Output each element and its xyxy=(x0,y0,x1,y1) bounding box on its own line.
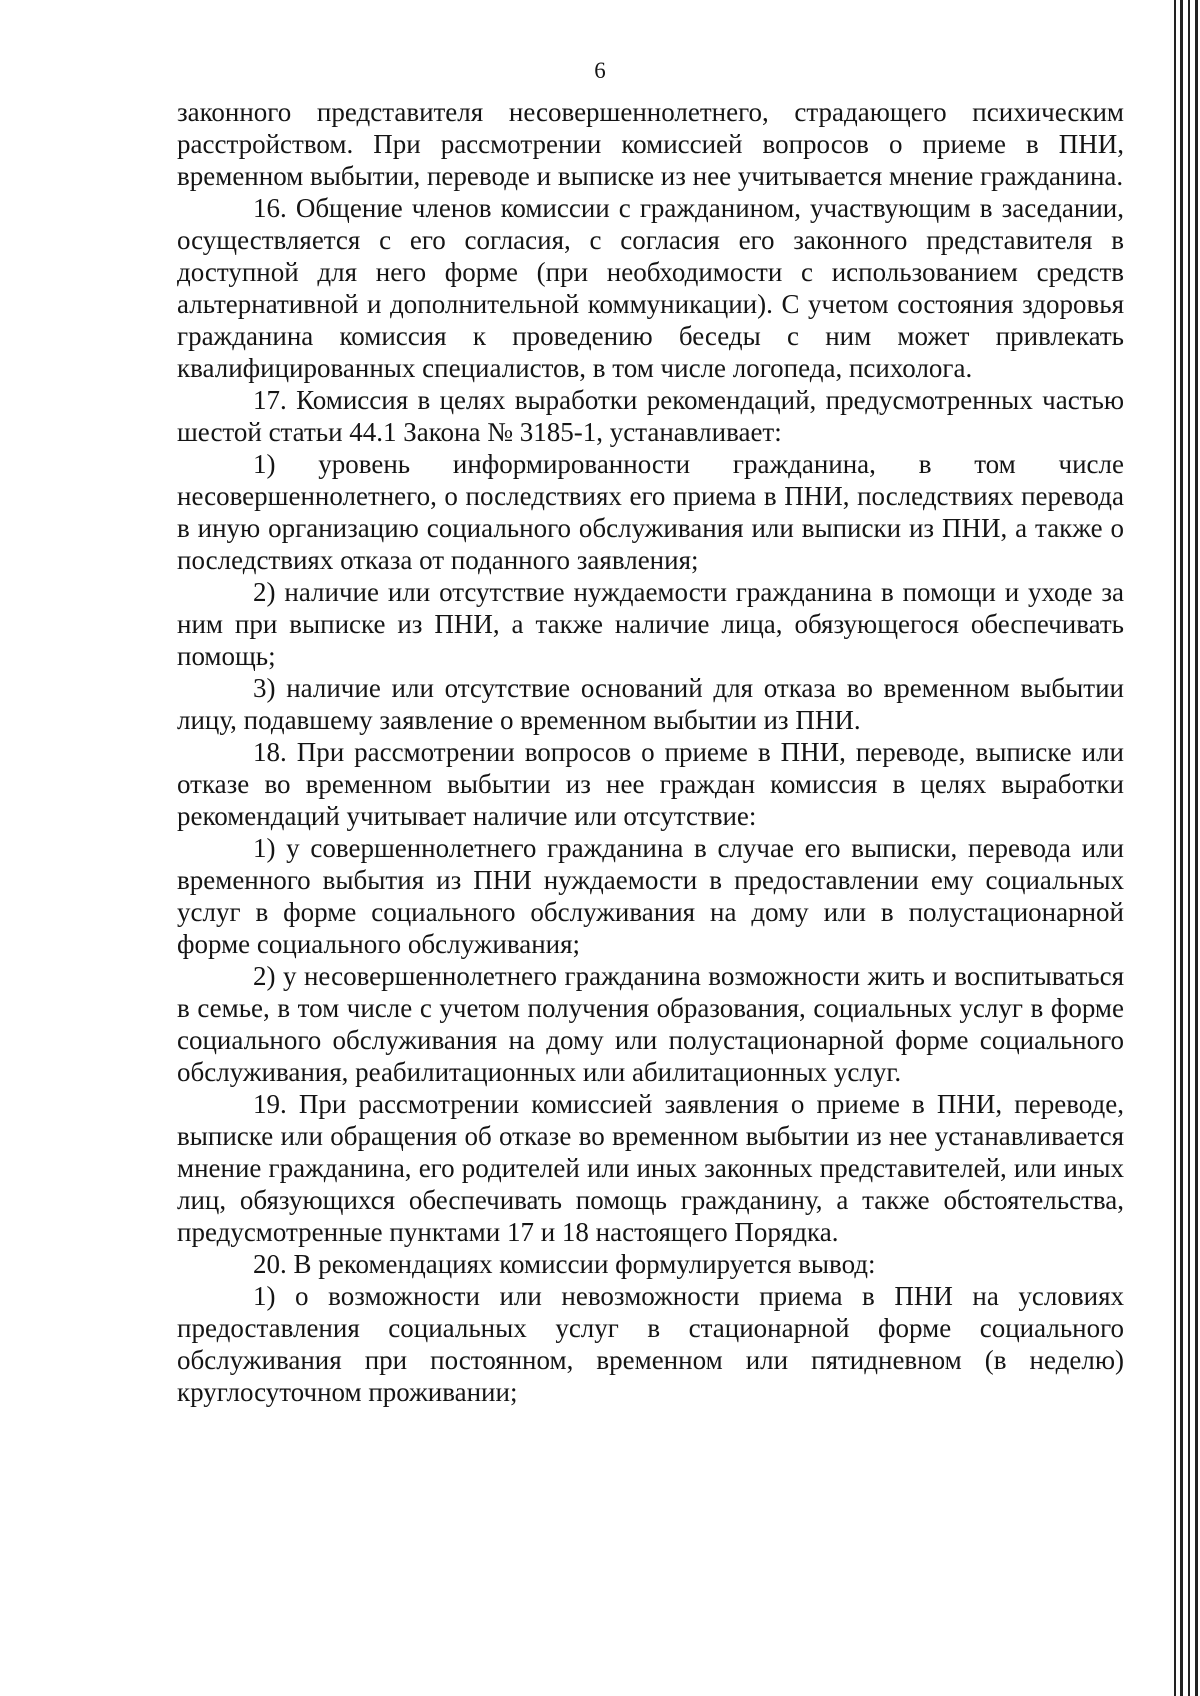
paragraph-continuation: законного представителя несовершеннолетнего, страдающего психическим расстройством. При рассмотрении комиссией вопросов о приеме в ПНИ, временном выбытии, переводе и выписке из нее учитывается мнение гражданина. xyxy=(177,97,1124,191)
scan-edge-line xyxy=(1174,0,1176,1696)
paragraph-17-item-2: 2) наличие или отсутствие нуждаемости гражданина в помощи и уходе за ним при выписке из ПНИ, а также наличие лица, обязующегося обеспечивать помощь; xyxy=(177,577,1124,671)
paragraph-17: 17. Комиссия в целях выработки рекомендаций, предусмотренных частью шестой статьи 44.1 Закона № 3185-1, устанавливает: xyxy=(177,385,1124,447)
scan-edge-line xyxy=(1188,0,1190,1696)
scan-edge-border xyxy=(1170,0,1200,1696)
scan-edge-line xyxy=(1195,0,1198,1696)
paragraph-18: 18. При рассмотрении вопросов о приеме в ПНИ, переводе, выписке или отказе во временном выбытии из нее граждан комиссия в целях выработки рекомендаций учитывает наличие или отсутствие: xyxy=(177,737,1124,831)
paragraph-16: 16. Общение членов комиссии с гражданином, участвующим в заседании, осуществляется с его согласия, с согласия его законного представителя в доступной для него форме (при необходимости с использованием средств альтернативной и дополнительной коммуникации). С учетом состояния здоровья гражданина комиссия к проведению беседы с ним может привлекать квалифицированных специалистов, в том числе логопеда, психолога. xyxy=(177,193,1124,383)
paragraph-20: 20. В рекомендациях комиссии формулируется вывод: xyxy=(253,1249,876,1279)
page-number: 6 xyxy=(594,58,606,83)
document-body xyxy=(177,96,1124,1408)
scan-edge-line xyxy=(1180,0,1183,1696)
paragraph-19: 19. При рассмотрении комиссией заявления о приеме в ПНИ, переводе, выписке или обращения об отказе во временном выбытии из нее устанавливается мнение гражданина, его родителей или иных законных представителей, или иных лиц, обязующихся обеспечивать помощь гражданину, а также обстоятельства, предусмотренные пунктами 17 и 18 настоящего Порядка. xyxy=(177,1089,1124,1247)
paragraph-20-item-1: 1) о возможности или невозможности приема в ПНИ на условиях предоставления социальных услуг в стационарной форме социального обслуживания при постоянном, временном или пятидневном (в неделю) круглосуточном проживании; xyxy=(177,1281,1124,1407)
paragraph-18-item-2: 2) у несовершеннолетнего гражданина возможности жить и воспитываться в семье, в том числе с учетом получения образования, социальных услуг в форме социального обслуживания на дому или полустационарной форме социального обслуживания, реабилитационных или абилитационных услуг. xyxy=(177,961,1124,1087)
paragraph-17-item-1: 1) уровень информированности гражданина, в том числе несовершеннолетнего, о последствиях его приема в ПНИ, последствиях перевода в иную организацию социального обслуживания или выписки из ПНИ, а также о последствиях отказа от поданного заявления; xyxy=(177,449,1124,575)
paragraph-18-item-1: 1) у совершеннолетнего гражданина в случае его выписки, перевода или временного выбытия из ПНИ нуждаемости в предоставлении ему социальных услуг в форме социального обслуживания на дому или в полустационарной форме социального обслуживания; xyxy=(177,833,1124,959)
paragraph-17-item-3: 3) наличие или отсутствие оснований для отказа во временном выбытии лицу, подавшему заявление о временном выбытии из ПНИ. xyxy=(177,673,1124,735)
